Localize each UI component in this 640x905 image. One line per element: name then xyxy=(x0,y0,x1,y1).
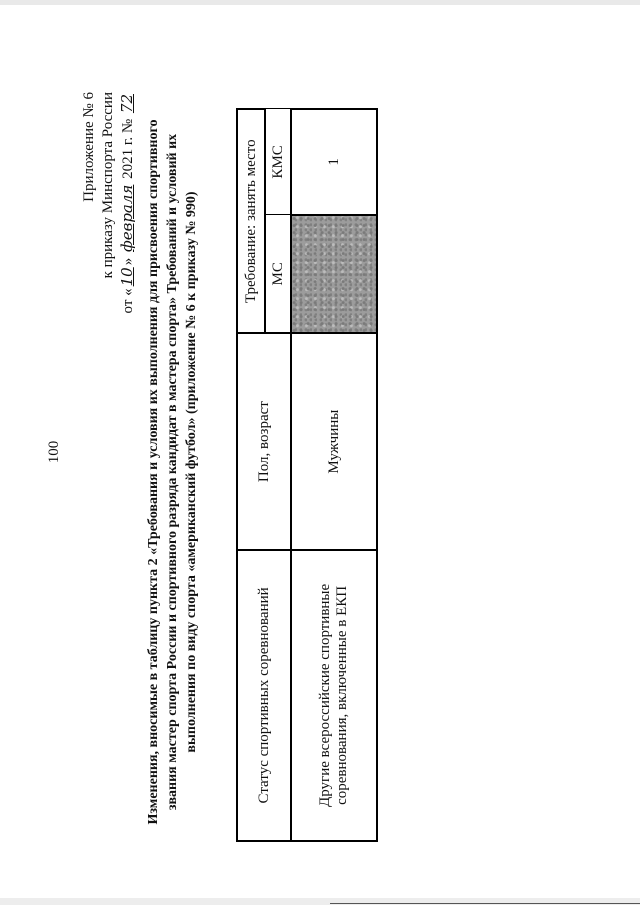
cell-ms-shaded xyxy=(291,215,377,334)
title-line1: Изменения, вносимые в таблицу пункта 2 «Требования и условия их выполнения для присвоения спортивного xyxy=(146,119,161,825)
cell-status: Другие всероссийские спортивные соревнования, включенные в ЕКП xyxy=(291,550,377,841)
header-status: Статус спортивных соревнований xyxy=(237,550,291,841)
handwritten-order-number: 72 xyxy=(118,94,136,114)
appendix-line2: к приказу Минспорта России xyxy=(100,92,116,279)
handwritten-day: 10 xyxy=(118,267,136,287)
requirements-table xyxy=(236,108,378,842)
date-prefix: от « xyxy=(120,288,136,314)
document-title xyxy=(144,102,201,842)
title-line3: выполнения по виду спорта «американский футбол» (приложение № 6 к приказу № 990) xyxy=(184,191,199,753)
appendix-line1: Приложение № 6 xyxy=(81,92,97,202)
scan-line xyxy=(330,903,640,904)
cell-kms: 1 xyxy=(291,109,377,215)
header-ms: МС xyxy=(265,215,291,334)
page-number: 100 xyxy=(46,440,62,464)
title-line2: звания мастер спорта России и спортивного разряда кандидат в мастера спорта» Требований и условий их xyxy=(165,133,180,811)
year-text: 2021 г. № xyxy=(120,118,136,179)
appendix-date-line xyxy=(118,92,138,532)
date-mid: » xyxy=(120,257,136,266)
scan-edge-top xyxy=(0,0,640,5)
header-gender-age: Пол, возраст xyxy=(237,333,291,549)
cell-gender: Мужчины xyxy=(291,333,377,549)
header-kms: КМС xyxy=(265,109,291,215)
table-header-row xyxy=(237,109,265,841)
header-requirement: Требование: занять место xyxy=(237,109,265,333)
document-page xyxy=(40,32,600,872)
appendix-header xyxy=(80,92,138,532)
handwritten-month: февраля xyxy=(118,184,136,253)
table-row xyxy=(291,109,377,841)
